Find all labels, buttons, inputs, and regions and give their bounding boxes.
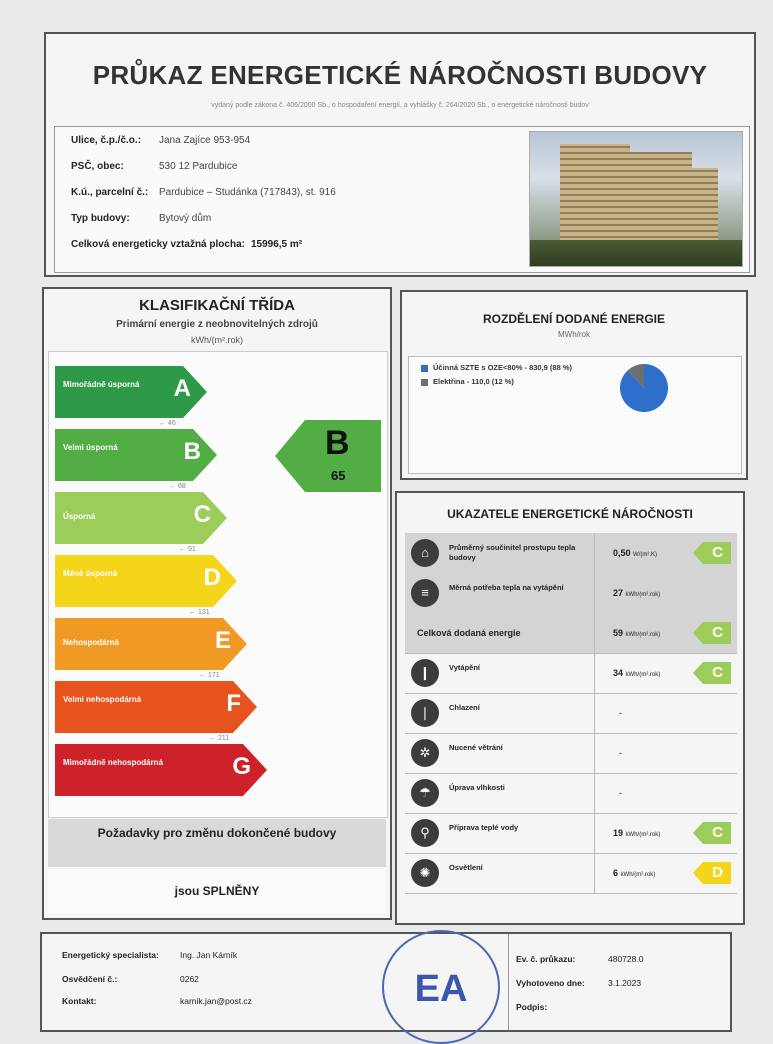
- street-row: [71, 135, 250, 146]
- class-arrow-letter: A: [173, 375, 191, 402]
- class-threshold: ← 68: [169, 483, 186, 490]
- class-arrow-label: Velmi úsporná: [63, 443, 118, 452]
- type-value: Bytový dům: [159, 213, 212, 224]
- ev-value: 480728.0: [608, 954, 644, 964]
- indicator-row: [405, 853, 737, 894]
- requirement-value: jsou SPLNĚNY: [48, 869, 386, 913]
- class-arrow-letter: C: [193, 501, 211, 528]
- class-arrow-d: [55, 555, 237, 607]
- contact-value: karnik.jan@post.cz: [180, 996, 252, 1006]
- date-label: Vyhotoveno dne:: [516, 978, 585, 988]
- indicator-value: 0,50 W/(m².K): [613, 547, 658, 558]
- indicator-row: [405, 573, 737, 614]
- indicators-section: [395, 491, 745, 925]
- area-label: Celková energeticky vztažná plocha:: [71, 239, 245, 250]
- type-label: Typ budovy:: [71, 213, 130, 224]
- indicator-value: 27 kWh/(m².rok): [613, 587, 661, 598]
- indicator-row: [405, 693, 737, 734]
- specialist-row: [62, 950, 237, 960]
- result-class-value: 65: [331, 468, 346, 483]
- document-subtitle: vydaný podle zákona č. 406/2000 Sb., o hospodaření energií, a vyhlášky č. 264/2020 Sb., o energetické náročnosti budov: [211, 102, 589, 109]
- radiator-icon: ≡: [411, 579, 439, 607]
- class-arrow-label: Úsporná: [63, 512, 96, 521]
- document-title: PRŮKAZ ENERGETICKÉ NÁROČNOSTI BUDOVY: [92, 60, 708, 90]
- class-arrow-label: Nehospodárná: [63, 638, 120, 647]
- sign-label: Podpis:: [516, 1002, 548, 1012]
- date-value: 3.1.2023: [608, 978, 642, 988]
- humidity-icon: ☂: [411, 779, 439, 807]
- classification-title: KLASIFIKAČNÍ TŘÍDA: [139, 297, 295, 314]
- fan-icon: ✲: [411, 739, 439, 767]
- street-label: Ulice, č.p./č.o.:: [71, 135, 142, 146]
- class-arrow-letter: B: [183, 438, 201, 465]
- class-arrow-letter: D: [203, 564, 221, 591]
- class-threshold: ← 171: [199, 672, 220, 679]
- indicator-row: [405, 613, 737, 654]
- indicator-value: 19 kWh/(m².rok): [613, 827, 661, 838]
- legend-item-szte: [421, 363, 572, 372]
- indicator-value: -: [619, 707, 622, 718]
- result-class-marker: [275, 420, 381, 492]
- indicator-label: Úprava vlhkosti: [449, 783, 505, 792]
- contact-row: [62, 996, 252, 1006]
- header-section: [44, 32, 756, 277]
- classification-unit: kWh/(m².rok): [191, 335, 243, 345]
- class-badge: C: [693, 662, 731, 684]
- class-arrow-letter: E: [214, 627, 231, 654]
- legend-item-elektrina: [421, 377, 514, 386]
- stamp-text: EA: [414, 968, 468, 1010]
- footer-section: [40, 932, 732, 1032]
- class-arrow-label: Mimořádně nehospodárná: [63, 758, 164, 767]
- indicators-title: UKAZATELE ENERGETICKÉ NÁROČNOSTI: [447, 507, 693, 521]
- class-arrow-a: [55, 366, 207, 418]
- distribution-section: [400, 290, 748, 480]
- class-arrow-e: [55, 618, 247, 670]
- class-arrow-b: [55, 429, 217, 481]
- ev-row: [516, 954, 643, 964]
- class-arrow-letter: G: [232, 753, 251, 780]
- class-badge: C: [693, 822, 731, 844]
- indicator-label: Příprava teplé vody: [449, 823, 519, 832]
- type-row: [71, 213, 211, 224]
- energy-scale: [48, 351, 388, 818]
- indicator-row: [405, 773, 737, 814]
- ku-label: K.ú., parcelní č.:: [71, 187, 149, 198]
- indicator-value: -: [619, 747, 622, 758]
- ku-row: [71, 187, 336, 198]
- indicator-row: [405, 733, 737, 774]
- contact-label: Kontakt:: [62, 996, 97, 1006]
- cooling-icon: ❘: [411, 699, 439, 727]
- class-arrow-letter: F: [226, 690, 241, 717]
- requirement-title: Požadavky pro změnu dokončené budovy: [48, 819, 386, 867]
- cert-value: 0262: [180, 974, 199, 984]
- legend-swatch: [421, 365, 428, 372]
- legend-swatch: [421, 379, 428, 386]
- pie-chart: [619, 363, 669, 413]
- indicator-label: Osvětlení: [449, 863, 483, 872]
- indicator-label: Průměrný součinitel prostupu tepla budovy: [449, 543, 576, 562]
- building-photo: [529, 131, 743, 267]
- house-icon: ⌂: [411, 539, 439, 567]
- psc-value: 530 12 Pardubice: [159, 161, 238, 172]
- sign-row: [516, 1002, 547, 1012]
- result-class-letter: B: [325, 424, 350, 462]
- area-value: 15996,5 m²: [250, 239, 303, 250]
- class-badge: C: [693, 622, 731, 644]
- indicator-value: 34 kWh/(m².rok): [613, 667, 661, 678]
- class-arrow-label: Méně úsporná: [63, 569, 118, 578]
- indicator-value: -: [619, 787, 622, 798]
- class-threshold: ← 46: [159, 420, 176, 427]
- legend-label: Elektřina - 110,0 (12 %): [433, 377, 514, 386]
- distribution-title: ROZDĚLENÍ DODANÉ ENERGIE: [482, 312, 665, 326]
- class-badge: D: [693, 862, 731, 884]
- cert-row: [62, 974, 199, 984]
- class-arrow-g: [55, 744, 267, 796]
- specialist-label: Energetický specialista:: [62, 950, 159, 960]
- bulb-icon: ✺: [411, 859, 439, 887]
- indicator-label: Chlazení: [449, 703, 480, 712]
- indicator-label: Nucené větrání: [449, 743, 503, 752]
- indicator-label: Vytápění: [449, 663, 480, 672]
- classification-section: [42, 287, 392, 920]
- indicator-label: Celková dodaná energie: [417, 627, 521, 638]
- ku-value: Pardubice – Studánka (717843), st. 916: [159, 187, 336, 198]
- stamp-logo: [382, 930, 500, 1044]
- cert-label: Osvědčení č.:: [62, 974, 118, 984]
- street-value: Jana Zajíce 953-954: [159, 135, 251, 146]
- thermometer-icon: ❙: [411, 659, 439, 687]
- classification-subtitle: Primární energie z neobnovitelných zdrojů: [116, 319, 318, 330]
- tap-icon: ⚲: [411, 819, 439, 847]
- distribution-unit: MWh/rok: [558, 330, 590, 339]
- area-row: [71, 239, 302, 250]
- class-arrow-c: [55, 492, 227, 544]
- psc-row: [71, 161, 237, 172]
- indicator-row: [405, 533, 737, 574]
- indicator-label: Měrná potřeba tepla na vytápění: [449, 583, 564, 592]
- distribution-chart: [408, 356, 742, 474]
- class-arrow-label: Mimořádně úsporná: [63, 380, 140, 389]
- class-threshold: ← 91: [179, 546, 196, 553]
- building-info: [54, 126, 750, 273]
- class-arrow-f: [55, 681, 257, 733]
- class-threshold: ← 211: [209, 735, 229, 742]
- indicator-row: [405, 813, 737, 854]
- class-threshold: ← 131: [189, 609, 210, 616]
- ev-label: Ev. č. průkazu:: [516, 954, 576, 964]
- specialist-value: Ing. Jan Kárník: [180, 950, 238, 960]
- indicator-row: [405, 653, 737, 694]
- indicator-value: 6 kWh/(m².rok): [613, 867, 656, 878]
- class-badge: C: [693, 542, 731, 564]
- psc-label: PSČ, obec:: [71, 161, 124, 172]
- indicator-value: 59 kWh/(m².rok): [613, 627, 661, 638]
- date-row: [516, 978, 641, 988]
- class-arrow-label: Velmi nehospodárná: [63, 695, 142, 704]
- legend-label: Účinná SZTE s OZE<80% - 830,9 (88 %): [433, 363, 573, 372]
